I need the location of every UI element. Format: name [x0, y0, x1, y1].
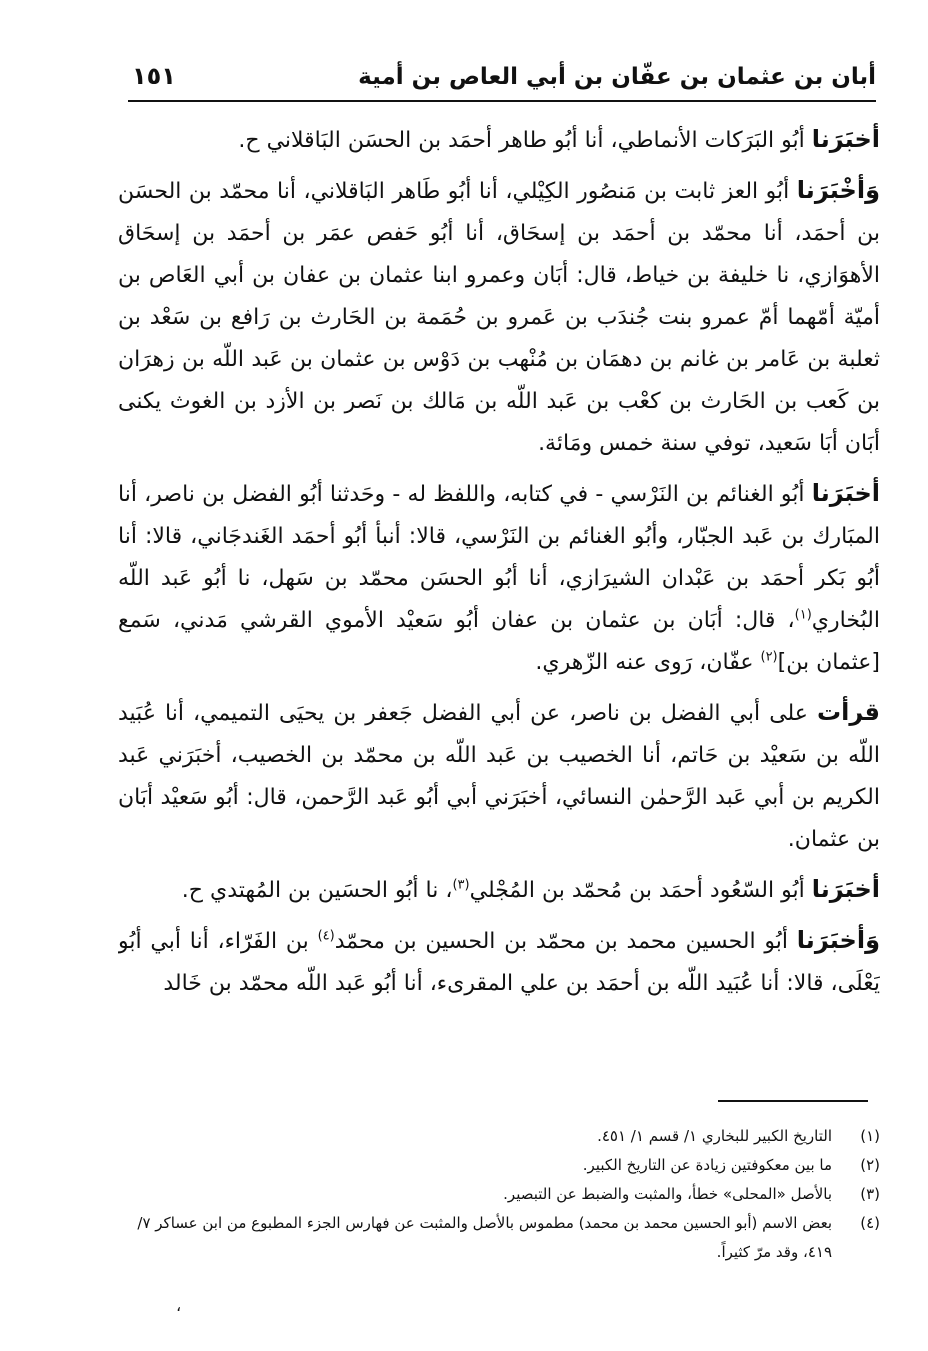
paragraph-text: على أبي الفضل بن ناصر، عن أبي الفضل جَعفر بن يحيَى التميمي، أنا عُبَيد اللّه بن سَعيْد بن حَاتم، أنا الخصيب بن عَبد اللّه بن محمّد بن الخصيب، أخبَرَني عَبد الكريم بن أبي عَبد الرَّحمٰن النسائي، أخبَرَني أبي أبُو عَبد الرَّحمن، قال: أبُو سَعيْد أبَان بن عثمان.	[118, 701, 880, 852]
footnote-ref-4: (٤)	[317, 928, 335, 944]
paragraph-1	[118, 118, 880, 162]
paragraph-5	[118, 868, 880, 912]
paragraph-2	[118, 169, 880, 465]
paragraph-text-continued: ، قال: أبَان بن عثمان بن عفان أبُو سَعيْد الأموي القرشي مَدني، سَمع [عثمان بن]	[118, 608, 880, 675]
paragraph-4	[118, 691, 880, 861]
footnote-item	[118, 1209, 880, 1267]
paragraph-text-continued: ، نا أبُو الحسَين بن المُهتدي ح.	[181, 878, 453, 903]
paragraph-text: أبُو الحسين محمد بن محمّد بن الحسين بن محمّد	[334, 929, 797, 954]
footnotes	[118, 1122, 880, 1267]
paragraph-text: أبُو البَرَكات الأنماطي، أنا أبُو طاهر أحمَد بن الحسَن البَاقلاني ح.	[238, 128, 812, 153]
paragraph-lead: أخبَرَنا	[811, 875, 880, 903]
paragraph-text-end: عفّان، رَوى عنه الزّهري.	[535, 650, 761, 675]
paragraph-lead: قرأت	[817, 698, 880, 726]
footnote-number: (٣)	[860, 1185, 880, 1203]
paragraph-text: أبُو الغنائم بن النَرْسي - في كتابه، واللفظ له - وحَدثنا أبُو الفضل بن ناصر، أنا المبَارك بن عَبد الجبّار، وأبُو الغنائم بن النَرْسي، قالا: أنبأ أبُو أحمَد الغَندجَاني، قالا: أنا أبُو بَكر أحمَد بن عَبْدان الشيرَازي، أنا أبُو الحسَن محمّد بن سَهل، نا أبُو عَبد اللّه البُخاري	[118, 482, 880, 633]
main-text	[118, 118, 880, 1090]
footnote-ref-3: (٣)	[452, 877, 470, 893]
footnote-number: (٢)	[860, 1156, 880, 1174]
running-title: أبان بن عثمان بن عفّان بن أبي العاص بن أمية	[358, 64, 876, 90]
footnote-item	[118, 1151, 880, 1180]
footnote-number: (٤)	[860, 1214, 880, 1232]
footnote-ref-1: (١)	[794, 607, 812, 623]
page-number: ١٥١	[132, 62, 176, 90]
paragraph-lead: أخبَرَنا	[811, 125, 880, 153]
header-rule	[128, 100, 876, 102]
paragraph-3	[118, 472, 880, 684]
footnote-text: بالأصل «المحلى» خطأ، والمثبت والضبط عن التبصير.	[503, 1185, 832, 1203]
footnote-text: التاريخ الكبير للبخاري ١/ قسم ١/ ٤٥١.	[597, 1127, 832, 1145]
footnote-number: (١)	[860, 1127, 880, 1145]
footnote-rule	[718, 1100, 868, 1102]
paragraph-text: أبُو السّعُود أحمَد بن مُحمّد بن المُجْلي	[469, 878, 812, 903]
footnote-item	[118, 1180, 880, 1209]
stray-mark: ،	[176, 1296, 182, 1315]
paragraph-text: أبُو العز ثابت بن مَنصُور الكِيْلي، أنا أبُو طَاهر البَاقلاني، أنا محمّد بن الحسَن بن أحمَد، أنا محمّد بن أحمَد بن إسحَاق، أنا أبُو حَفص عمَر بن أحمَد بن إسحَاق الأهوَازي، نا خليفة بن خياط، قال: أبَان وعمرو ابنا عثمان بن عفان بن أبي العَاص بن أميّة أمّهما أمّ عمرو بنت جُندَب بن عَمرو بن حُمَمة بن الحَارث بن رَافع بن سَعْد بن ثعلبة بن عَامر بن غانم بن دهمَان بن مُنْهب بن دَوْس بن عثمان بن عَبد اللّه بن زهرَان بن كَعب بن الحَارث بن كعْب بن عَبد اللّه بن مَالك بن نَصر بن الأزد بن الغوث يكنى أبَان أبَا سَعيد، توفي سنة خمس ومَائة.	[118, 179, 880, 456]
footnote-text: ما بين معكوفتين زيادة عن التاريخ الكبير.	[582, 1156, 832, 1174]
footnote-ref-2: (٢)	[760, 649, 778, 665]
paragraph-text-continued: بن الفَرّاء، أنا أبي أبُو يَعْلَى، قالا: أنا عُبَيد اللّه بن أحمَد بن علي المقرىء، أنا أبُو عَبد اللّه محمّد بن خَالد	[118, 929, 880, 996]
footnote-item	[118, 1122, 880, 1151]
page-header	[128, 58, 876, 98]
paragraph-lead: وَأخبَرَنا	[796, 926, 880, 954]
paragraph-lead: أخبَرَنا	[811, 479, 880, 507]
footnote-text: بعض الاسم (أبو الحسين محمد بن محمد) مطموس بالأصل والمثبت عن فهارس الجزء المطبوع من ابن عساكر ٧/ ٤١٩، وقد مرّ كثيراً.	[137, 1214, 832, 1261]
paragraph-lead: وَأخْبَرَنا	[796, 176, 880, 204]
paragraph-6	[118, 919, 880, 1005]
